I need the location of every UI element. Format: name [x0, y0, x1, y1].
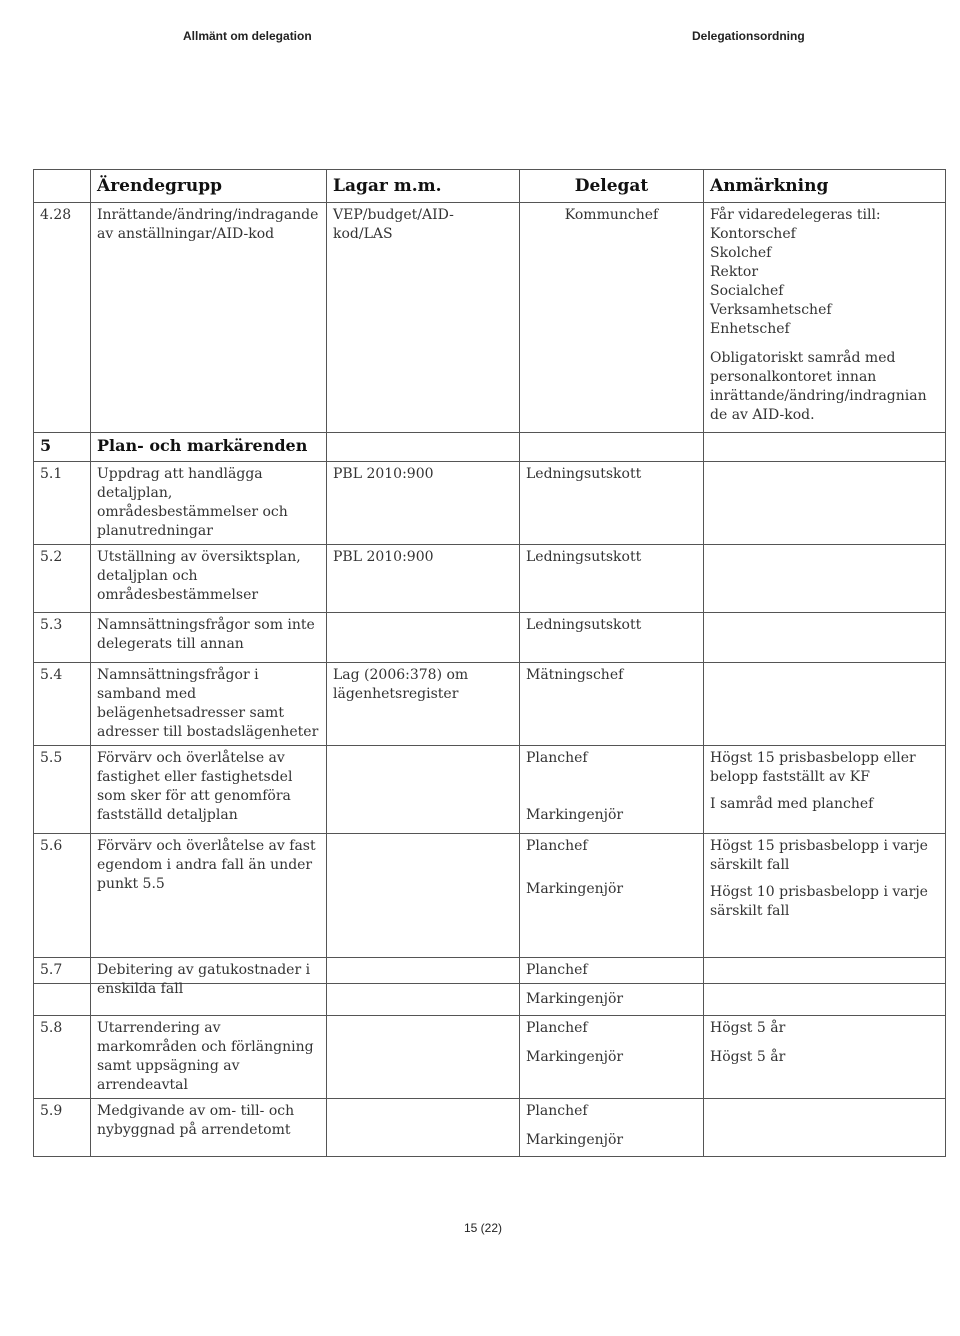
- delegate-primary: Planchef: [526, 750, 588, 766]
- row-number: 5.5: [34, 746, 91, 834]
- row-law: PBL 2010:900: [327, 545, 520, 613]
- delegation-table: [33, 169, 946, 984]
- row-number: 5.1: [34, 462, 91, 545]
- row-number: 4.28: [34, 203, 91, 433]
- row-delegate: Ledningsutskott: [520, 613, 704, 663]
- row-group: Debitering av gatukostnader i enskilda fall: [91, 958, 327, 1016]
- delegate-secondary: Markingenjör: [526, 807, 624, 823]
- row-number: 5.7: [34, 958, 91, 1016]
- row-law: PBL 2010:900: [327, 462, 520, 545]
- table-row: [34, 1016, 946, 1099]
- row-group: Förvärv och överlåtelse av fast egendom i andra fall än under punkt 5.5: [91, 834, 327, 984]
- empty-cell: [520, 433, 704, 462]
- row-group: Uppdrag att handlägga detaljplan, områdesbestämmelser och planutredningar: [91, 462, 327, 545]
- row-delegate: [520, 746, 704, 834]
- delegation-table-continued: [33, 957, 946, 1157]
- delegate-primary: Planchef: [526, 838, 588, 854]
- row-group: Förvärv och överlåtelse av fastighet eller fastighetsdel som sker för att genomföra fastställd detaljplan: [91, 746, 327, 834]
- row-law: VEP/budget/AID-kod/LAS: [327, 203, 520, 433]
- note-primary: Högst 15 prisbasbelopp eller belopp fastställt av KF: [710, 750, 916, 785]
- row-group: Namnsättningsfrågor som inte delegerats till annan: [91, 613, 327, 663]
- row-delegate: Mätningschef: [520, 663, 704, 746]
- row-law: [327, 613, 520, 663]
- column-header-row: [34, 170, 946, 203]
- row-delegate: Kommunchef: [520, 203, 704, 433]
- note-line: Socialchef: [710, 283, 784, 299]
- table-row: [34, 545, 946, 613]
- row-note: [704, 613, 946, 663]
- note-extra: Obligatoriskt samråd med personalkontoret innan inrättande/ändring/indragnian de av AID-kod.: [710, 350, 927, 423]
- row-delegate: [520, 1099, 704, 1157]
- delegate-secondary: Markingenjör: [526, 1132, 624, 1148]
- row-note: [704, 958, 946, 1016]
- row-note: [704, 1099, 946, 1157]
- note-line: Verksamhetschef: [710, 302, 832, 318]
- table-row: [34, 663, 946, 746]
- note-line: Kontorschef: [710, 226, 796, 242]
- row-group: Medgivande av om- till- och nybyggnad på arrendetomt: [91, 1099, 327, 1157]
- row-group: Namnsättningsfrågor i samband med belägenhetsadresser samt adresser till bostadslägenheter: [91, 663, 327, 746]
- row-law: [327, 958, 520, 1016]
- table-row: [34, 746, 946, 834]
- row-law: [327, 746, 520, 834]
- row-number: 5.4: [34, 663, 91, 746]
- page-number: 15 (22): [464, 1221, 503, 1235]
- row-note: [704, 203, 946, 433]
- note-line: Skolchef: [710, 245, 772, 261]
- column-header-anmarkning: Anmärkning: [704, 170, 946, 203]
- note-secondary: I samråd med planchef: [710, 796, 874, 812]
- note-line: Enhetschef: [710, 321, 790, 337]
- row-delegate: [520, 958, 704, 1016]
- note-primary: Högst 5 år: [710, 1020, 786, 1036]
- row-note: [704, 663, 946, 746]
- table-row: [34, 1099, 946, 1157]
- delegate-secondary: Markingenjör: [526, 991, 624, 1007]
- row-delegate: Ledningsutskott: [520, 545, 704, 613]
- row-group: Utställning av översiktsplan, detaljplan och områdesbestämmelser: [91, 545, 327, 613]
- row-group: Inrättande/ändring/indragande av anställningar/AID-kod: [91, 203, 327, 433]
- row-number: 5.3: [34, 613, 91, 663]
- row-law: Lag (2006:378) om lägenhetsregister: [327, 663, 520, 746]
- table-row: [34, 613, 946, 663]
- section-number: 5: [34, 433, 91, 462]
- delegate-secondary: Markingenjör: [526, 881, 624, 897]
- row-delegate: [520, 1016, 704, 1099]
- note-secondary: Högst 5 år: [710, 1049, 786, 1065]
- delegate-primary: Planchef: [526, 1103, 588, 1119]
- table-row: [34, 203, 946, 433]
- note-line: Får vidaredelegeras till:: [710, 207, 881, 223]
- row-delegate: Ledningsutskott: [520, 462, 704, 545]
- row-number: 5.9: [34, 1099, 91, 1157]
- row-law: [327, 1016, 520, 1099]
- header-num-cell: [34, 170, 91, 203]
- note-line: Rektor: [710, 264, 759, 280]
- row-number: 5.8: [34, 1016, 91, 1099]
- row-note: [704, 545, 946, 613]
- row-number: 5.2: [34, 545, 91, 613]
- table-row: [34, 958, 946, 1016]
- empty-cell: [704, 433, 946, 462]
- delegate-primary: Planchef: [526, 962, 588, 978]
- row-group: Utarrendering av markområden och förlängning samt uppsägning av arrendeavtal: [91, 1016, 327, 1099]
- header-right: Delegationsordning: [692, 29, 805, 43]
- row-note: [704, 462, 946, 545]
- row-note: [704, 746, 946, 834]
- column-header-arendegrupp: Ärendegrupp: [91, 170, 327, 203]
- table-row: [34, 462, 946, 545]
- note-primary: Högst 15 prisbasbelopp i varje särskilt fall: [710, 838, 928, 873]
- delegate-primary: Planchef: [526, 1020, 588, 1036]
- note-secondary: Högst 10 prisbasbelopp i varje särskilt fall: [710, 884, 928, 919]
- row-note: [704, 1016, 946, 1099]
- row-law: [327, 1099, 520, 1157]
- section-row: [34, 433, 946, 462]
- row-number: 5.6: [34, 834, 91, 984]
- header-left: Allmänt om delegation: [183, 29, 312, 43]
- empty-cell: [327, 433, 520, 462]
- section-title: Plan- och markärenden: [91, 433, 327, 462]
- delegate-secondary: Markingenjör: [526, 1049, 624, 1065]
- column-header-lagar: Lagar m.m.: [327, 170, 520, 203]
- column-header-delegat: Delegat: [520, 170, 704, 203]
